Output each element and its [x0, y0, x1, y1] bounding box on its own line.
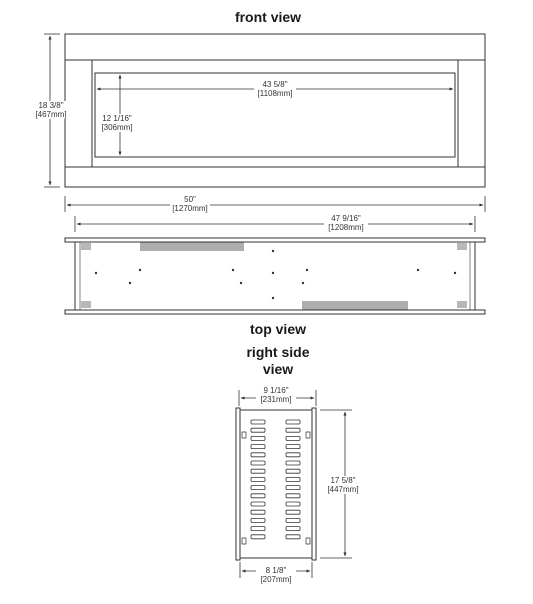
top-vent-grille-lower — [303, 301, 407, 310]
front-height-metric: [467mm] — [35, 110, 67, 119]
glass-width-imperial: 43 5/8" — [262, 80, 288, 89]
top-view-title: top view — [249, 321, 306, 337]
glass-width-metric: [1108mm] — [257, 89, 293, 98]
right-side-view-title-line1: right side — [246, 344, 310, 360]
body-width-imperial: 47 9/16" — [331, 214, 361, 223]
top-vent-grille-upper — [141, 242, 243, 251]
front-view-title: front view — [234, 9, 302, 25]
glass-height-metric: [306mm] — [101, 123, 133, 132]
side-height-label — [323, 476, 363, 494]
front-height-imperial: 18 3/8" — [38, 101, 64, 110]
side-view-drawing — [236, 408, 316, 560]
side-height-imperial: 17 5/8" — [330, 476, 356, 485]
right-side-view-title-line2: view — [262, 361, 294, 377]
overall-width-imperial: 50" — [184, 195, 196, 204]
side-bottom-depth-metric: [207mm] — [260, 575, 292, 584]
body-width-metric: [1208mm] — [328, 223, 364, 232]
top-view-drawing — [65, 238, 485, 314]
glass-width-label — [254, 80, 296, 98]
side-bottom-depth-imperial: 8 1/8" — [265, 566, 287, 575]
side-bottom-depth-label — [256, 566, 296, 584]
side-louver-slots — [251, 420, 300, 539]
overall-width-metric: [1270mm] — [172, 204, 208, 213]
glass-height-imperial: 12 1/16" — [102, 114, 132, 123]
body-width-dimension-line — [75, 216, 475, 232]
side-height-metric: [447mm] — [327, 485, 359, 494]
glass-height-label — [96, 114, 138, 132]
body-width-label — [324, 214, 368, 232]
side-top-depth-label — [256, 386, 296, 404]
mounting-holes — [95, 250, 456, 299]
overall-width-dimension-line — [65, 196, 485, 212]
overall-width-label — [170, 195, 210, 213]
side-top-depth-imperial: 9 1/16" — [263, 386, 289, 395]
front-height-label — [28, 101, 74, 119]
side-top-depth-metric: [231mm] — [260, 395, 292, 404]
front-view-drawing — [65, 34, 485, 187]
